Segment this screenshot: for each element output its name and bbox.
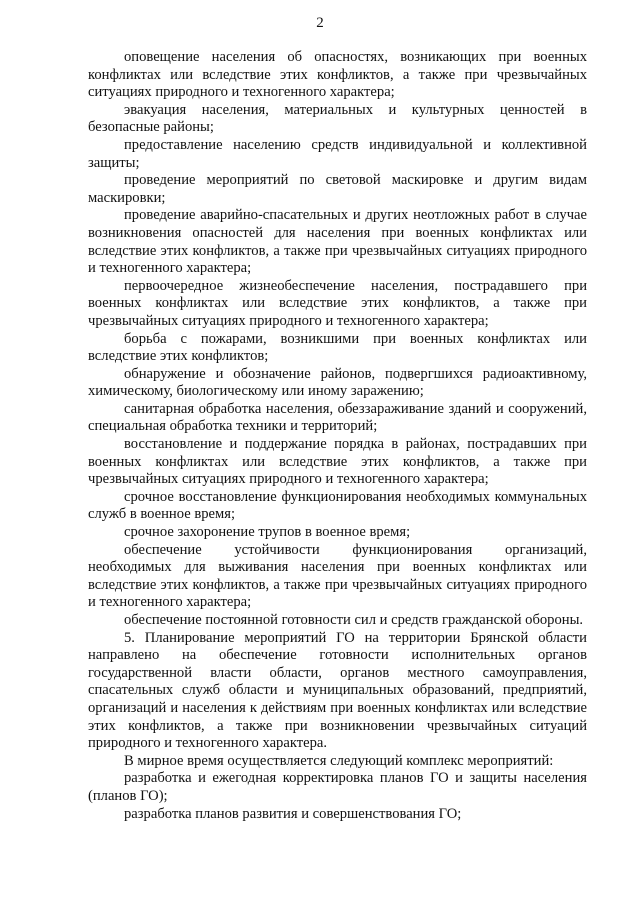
paragraph-protection-means: предоставление населению средств индивидуальной и коллективной защиты; [88,136,587,171]
paragraph-sanitary-treatment: санитарная обработка населения, обеззараживание зданий и сооружений, специальная обработка техники и территорий; [88,400,587,435]
paragraph-stability: обеспечение устойчивости функционирования организаций, необходимых для выживания населения при военных конфликтах или вследствие этих конфликтов, а также при чрезвычайных ситуациях природного и техногенного характера; [88,541,587,611]
paragraph-firefighting: борьба с пожарами, возникшими при военных конфликтах или вследствие этих конфликтов; [88,330,587,365]
paragraph-plans-development: разработка и ежегодная корректировка планов ГО и защиты населения (планов ГО); [88,770,587,804]
paragraph-light-masking: проведение мероприятий по световой маскировке и другим видам маскировки; [88,172,587,206]
paragraph-rescue-works: проведение аварийно-спасательных и других неотложных работ в случае возникновения опасностей для населения при военных конфликтах или вследствие этих конфликтов, а также при чрезвычайных ситуациях природного и техногенного характера; [88,207,587,277]
paragraph-contamination-detection: обнаружение и обозначение районов, подвергшихся радиоактивному, химическому, биологическому или иному заражению; [88,365,587,400]
paragraph-life-support: первоочередное жизнеобеспечение населения, пострадавшего при военных конфликтах или вследствие этих конфликтов, а также при чрезвычайных ситуациях природного и техногенного характера; [88,277,587,329]
paragraph-peacetime-measures: В мирное время осуществляется следующий комплекс мероприятий: [124,752,554,769]
paragraph-plans-improvement: разработка планов развития и совершенствования ГО; [124,805,462,822]
page-number: 2 [316,15,324,31]
paragraph-section-5: 5. Планирование мероприятий ГО на территории Брянской области направлено на обеспечение готовности исполнительных органов государственной власти области, органов местного самоуправления, спасательных служб области и муниципальных образований, предприятий, организаций и населения к действиям при военных конфликтах или вследствие этих конфликтов, а также при возникновении чрезвычайных ситуаций природного и техногенного характера. [88,629,587,752]
paragraph-evacuation: эвакуация населения, материальных и культурных ценностей в безопасные районы; [88,101,587,136]
paragraph-alert-population: оповещение населения об опасностях, возникающих при военных конфликтах или вследствие этих конфликтов, а также при чрезвычайных ситуациях природного и техногенного характера; [88,49,587,101]
paragraph-order-restoration: восстановление и поддержание порядка в районах, пострадавших при военных конфликтах или вследствие этих конфликтов, а также при чрезвычайных ситуациях природного и техногенного характера; [88,436,587,488]
paragraph-utilities-restoration: срочное восстановление функционирования необходимых коммунальных служб в военное время; [88,488,587,523]
paragraph-readiness: обеспечение постоянной готовности сил и средств гражданской обороны. [124,612,584,628]
document-body [88,49,587,823]
paragraph-burial: срочное захоронение трупов в военное время; [124,524,411,541]
